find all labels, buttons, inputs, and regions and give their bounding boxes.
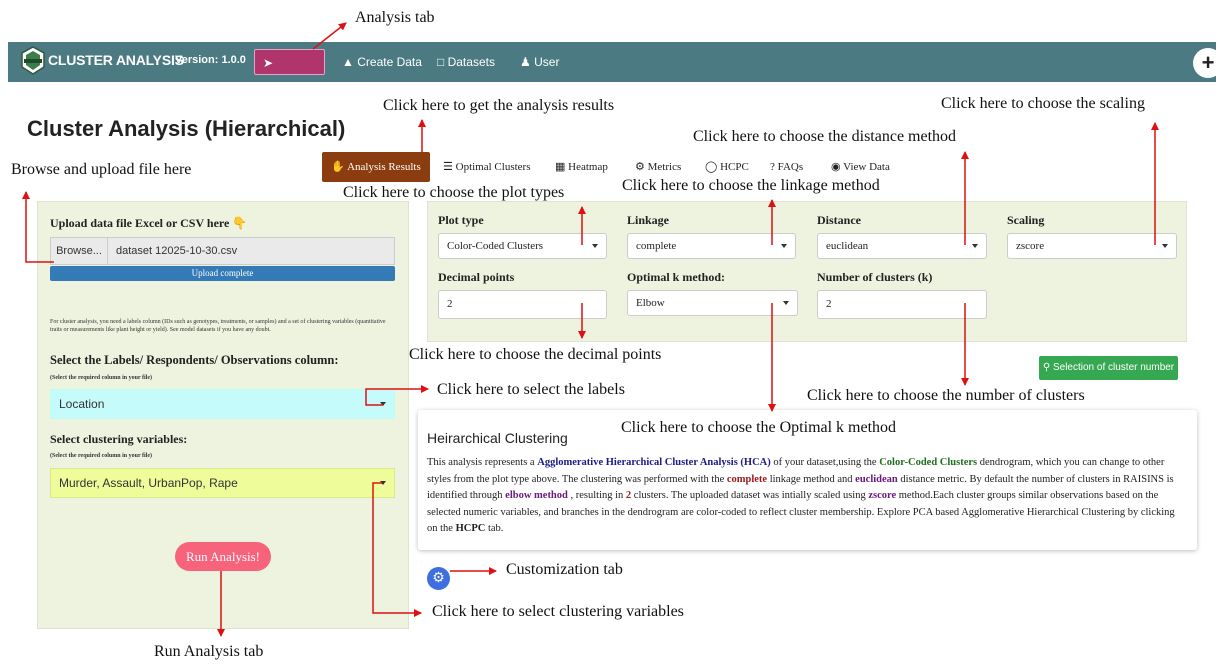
num-clusters-input[interactable]: 2 <box>817 290 987 319</box>
browse-button[interactable]: Browse... <box>50 237 108 265</box>
plot-type-label: Plot type <box>438 213 484 227</box>
hand-icon: ✋ <box>331 161 345 173</box>
vars-heading: Select clustering variables: <box>50 432 188 446</box>
linkage-value: complete <box>636 240 677 252</box>
description-text: This analysis represents a Agglomerative Hierarchical Cluster Analysis (HCA) of your dataset,using the Color-Coded Clusters dendrogram, which you can change to other styles from the plot type above. The clustering was performed with the complete linkage method and euclidean distance metric. By default the number of clusters in RAISINS is identified through elbow method , resulting in 2 clusters. The uploaded dataset was intially scaled using zscore method.Each cluster groups similar observations based on the selected numeric variables, and branches in the dendrogram are color-coded to reflect cluster membership. Explore PCA based Agglomerative Hierarchical Clustering by clicking on the HCPC tab. <box>427 457 1175 534</box>
run-analysis-button[interactable]: Run Analysis! <box>175 542 271 571</box>
tab-label: HCPC <box>720 161 749 173</box>
gear-icon: ⚙ <box>635 161 645 173</box>
variables-select-value: Murder, Assault, UrbanPop, Rape <box>59 476 238 490</box>
plus-button[interactable]: + <box>1193 48 1222 78</box>
version-label: Version: 1.0.0 <box>175 54 246 66</box>
optimal-k-label: Optimal k method: <box>627 270 726 284</box>
page-title: Cluster Analysis (Hierarchical) <box>27 116 346 141</box>
folder-open-icon: □ <box>437 55 445 69</box>
arrow-labels <box>366 389 428 405</box>
annotation-variables: Click here to select clustering variables <box>432 603 684 620</box>
globe-icon: ◯ <box>705 161 718 173</box>
binoculars-icon: ▲ <box>342 55 354 69</box>
labels-heading: Select the Labels/ Respondents/ Observations column: <box>50 353 339 367</box>
eye-icon: ◉ <box>831 161 841 173</box>
nav-label: User <box>534 55 560 69</box>
tab-label: Metrics <box>647 161 682 173</box>
labels-select-value: Location <box>59 397 105 411</box>
decimal-input[interactable]: 2 <box>438 290 607 319</box>
annotation-decimal: Click here to choose the decimal points <box>409 346 662 363</box>
arrow-variables <box>373 483 421 613</box>
gear-icon: ⚙ <box>432 571 445 586</box>
list-icon: ☰ <box>443 161 453 173</box>
annotation-run: Run Analysis tab <box>154 643 264 660</box>
scaling-label: Scaling <box>1007 213 1045 227</box>
annotation-plot-types: Click here to choose the plot types <box>343 184 565 201</box>
nav-label: Datasets <box>447 55 495 69</box>
annotation-browse: Browse and upload file here <box>11 161 192 178</box>
annotation-optimal-k: Click here to choose the Optimal k method <box>621 419 897 436</box>
distance-value: euclidean <box>826 240 869 252</box>
scaling-value: zscore <box>1016 240 1045 252</box>
question-icon: ? <box>770 161 775 173</box>
annotation-linkage: Click here to choose the linkage method <box>622 177 880 194</box>
tab-label: FAQs <box>777 161 804 173</box>
decimal-label: Decimal points <box>438 270 515 284</box>
annotation-analysis-tab: Analysis tab <box>355 9 435 26</box>
arrow-analysis-tab <box>313 23 346 49</box>
annotation-num-clusters: Click here to choose the number of clusters <box>807 387 1085 404</box>
linkage-label: Linkage <box>627 213 670 227</box>
annotation-results: Click here to get the analysis results <box>383 97 615 114</box>
user-icon: ♟ <box>520 55 531 69</box>
tab-label: Heatmap <box>568 161 608 173</box>
annotation-labels: Click here to select the labels <box>437 381 625 398</box>
tab-label: Optimal Clusters <box>455 161 531 173</box>
arrow-browse <box>26 192 54 262</box>
distance-label: Distance <box>817 213 861 227</box>
annotation-scaling: Click here to choose the scaling <box>941 95 1145 112</box>
annotation-distance: Click here to choose the distance method <box>693 128 957 145</box>
grid-icon: ▦ <box>555 161 566 173</box>
cluster-number-label: Selection of cluster number <box>1052 362 1175 373</box>
num-clusters-label: Number of clusters (k) <box>817 270 933 284</box>
upload-progress-bar: Upload complete <box>50 266 395 281</box>
plot-type-value: Color-Coded Clusters <box>447 240 544 252</box>
file-name-field[interactable]: dataset 12025-10-30.csv <box>108 237 395 265</box>
optimal-k-value: Elbow <box>636 297 665 309</box>
nav-label: Analysis <box>263 82 308 96</box>
lightbulb-icon: ⚲ <box>1042 362 1051 373</box>
description-title: Heirarchical Clustering <box>427 430 568 446</box>
tab-label: View Data <box>843 161 890 173</box>
nav-label: Create Data <box>357 55 422 69</box>
tab-label: Analysis Results <box>347 161 421 173</box>
app-title: CLUSTER ANALYSIS <box>48 52 184 68</box>
paper-plane-icon: ➤ <box>263 56 274 70</box>
annotation-customization: Customization tab <box>506 561 623 578</box>
vars-hint: (Select the required column in your file) <box>50 453 152 459</box>
upload-label: Upload data file Excel or CSV here 👇 <box>50 216 248 230</box>
labels-hint: (Select the required column in your file) <box>50 375 152 381</box>
help-text: For cluster analysis, you need a labels column (IDs such as genotypes, treatments, or samples) and a set of clustering variables (quantitative traits or measurements like plant height or yield). See model datasets if you have any doubt. <box>50 319 386 333</box>
